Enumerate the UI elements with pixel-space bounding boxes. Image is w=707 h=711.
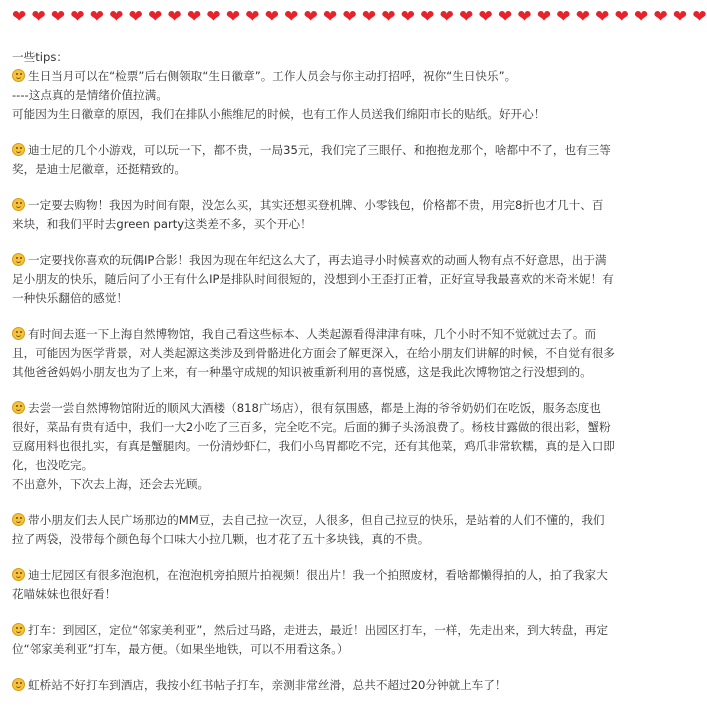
heart-icon: ❤ [653, 7, 668, 27]
tip-line: 迪士尼园区有很多泡泡机，在泡泡机旁拍照片拍视频！很出片！我一个拍照废材，看啥都懒得拍的人，拍了我家大 [12, 566, 619, 585]
smile-icon [12, 568, 25, 581]
tip-line: 有时间去逛一下上海自然博物馆，我自己看这些标本、人类起源看得津津有味，几个小时不知不觉就过去了。而 [12, 325, 619, 344]
smile-icon [12, 401, 25, 414]
tip-line: 一定要去购物！我因为时间有限，没怎么买，其实还想买登机牌、小零钱包，价格都不贵，用完8折也才几十、百 [12, 196, 619, 215]
tip-line: 其他爸爸妈妈小朋友也为了上来，有一种墨守成规的知识被重新利用的喜悦感，这是我此次博物馆之行没想到的。 [12, 365, 592, 379]
heart-icon: ❤ [459, 7, 474, 27]
heart-icon: ❤ [478, 7, 493, 27]
tip-line: 足小朋友的快乐，随后问了小王有什么IP是排队时间很短的，没想到小王歪打正着，正好宣导我最喜欢的米奇米妮！有 [12, 272, 614, 286]
smile-icon [12, 513, 25, 526]
intro-block [12, 48, 619, 124]
heart-icon: ❤ [323, 7, 338, 27]
tip-line: 豆腐用料也很扎实，有真是蟹腿肉。一份清炒虾仁，我们小鸟胃都吃不完，还有其他菜，鸡爪非常软糯，真的是入口即 [12, 439, 615, 453]
tip-paragraph [12, 196, 619, 234]
heart-icon: ❤ [342, 7, 357, 27]
tip-line: 奖，是迪士尼徽章，还挺精致的。 [12, 162, 186, 176]
tip-line: 拉了两袋，没带每个颜色每个口味大小拉几颗，也才花了五十多块钱，真的不贵。 [12, 532, 430, 546]
heart-icon: ❤ [70, 7, 85, 27]
heart-divider [12, 6, 707, 28]
tips-list [12, 141, 619, 695]
tip-paragraph [12, 621, 619, 659]
heart-icon: ❤ [439, 7, 454, 27]
heart-icon: ❤ [148, 7, 163, 27]
heart-icon: ❤ [672, 7, 688, 27]
heart-icon: ❤ [634, 7, 649, 27]
tip-line: 虹桥站不好打车到酒店，我按小红书帖子打车，亲测非常丝滑，总共不超过20分钟就上车了！ [12, 676, 619, 695]
smile-icon [12, 678, 25, 691]
heart-icon: ❤ [50, 7, 66, 27]
heart-icon: ❤ [614, 7, 629, 27]
tip-line: 化，也没吃完。 [12, 458, 94, 472]
intro-line-1: 生日当月可以在“检票”后右侧领取“生日徽章”。工作人员会与你主动打招呼，祝你“生日快乐”。 [12, 67, 619, 86]
heart-icon: ❤ [692, 7, 707, 27]
heart-icon: ❤ [381, 7, 396, 27]
heart-icon: ❤ [206, 7, 221, 27]
heart-icon: ❤ [225, 7, 241, 27]
smile-icon [12, 198, 25, 211]
tip-paragraph [12, 251, 619, 308]
tip-paragraph [12, 325, 619, 382]
heart-icon: ❤ [420, 7, 435, 27]
heart-icon: ❤ [284, 7, 299, 27]
tip-paragraph [12, 399, 619, 494]
heart-icon: ❤ [89, 7, 104, 27]
heart-icon: ❤ [556, 7, 571, 27]
tip-line: 很好，菜品有贵有适中，我们一大2小吃了三百多，完全吃不完。后面的狮子头汤浪费了。杨枝甘露做的很出彩，蟹粉 [12, 420, 611, 434]
heart-icon: ❤ [186, 7, 202, 27]
heart-icon: ❤ [264, 7, 279, 27]
tip-line: 一定要找你喜欢的玩偶IP合影！我因为现在年纪这么大了，再去追寻小时候喜欢的动画人物有点不好意思，出于满 [12, 251, 619, 270]
heart-icon: ❤ [400, 7, 415, 27]
heart-icon: ❤ [31, 7, 46, 27]
intro-line-2: ----这点真的是情绪价值拉满。 [12, 88, 168, 102]
heart-icon: ❤ [497, 7, 513, 27]
heart-icon: ❤ [361, 7, 377, 27]
heart-icon: ❤ [536, 7, 552, 27]
tip-line: 打车：到园区，定位“邻家美利亚”，然后过马路，走进去，最近！出园区打车，一样，先走出来，到大转盘，再定 [12, 621, 619, 640]
tip-line: 花喵妹妹也很好看！ [12, 587, 117, 601]
heart-icon: ❤ [303, 7, 318, 27]
smile-icon [12, 327, 25, 340]
heart-icon: ❤ [595, 7, 610, 27]
tip-line: 位“邻家美利亚”打车，最方便。（如果坐地铁，可以不用看这条。） [12, 642, 349, 656]
intro-line-3: 可能因为生日徽章的原因，我们在排队小熊维尼的时候，也有工作人员送我们绵阳市长的贴纸。好开心！ [12, 107, 546, 121]
heart-icon: ❤ [109, 7, 124, 27]
heart-icon: ❤ [517, 7, 532, 27]
tip-line: 来块，和我们平时去green party这类差不多，买个开心！ [12, 217, 312, 231]
tip-line: 不出意外，下次去上海，还会去光顾。 [12, 477, 210, 491]
heart-icon: ❤ [245, 7, 260, 27]
heart-icon: ❤ [128, 7, 143, 27]
tip-line: 带小朋友们去人民广场那边的MM豆，去自己拉一次豆，人很多，但自己拉豆的快乐，是站着的人们不懂的，我们 [12, 511, 619, 530]
tip-line: 迪士尼的几个小游戏，可以玩一下，都不贵，一局35元，我们完了三眼仔、和抱抱龙那个，啥都中不了，也有三等 [12, 141, 619, 160]
smile-icon [12, 623, 25, 636]
heart-icon: ❤ [167, 7, 182, 27]
heart-icon: ❤ [575, 7, 590, 27]
smile-icon [12, 143, 25, 156]
tip-line: 且，可能因为医学背景，对人类起源这类涉及到骨骼进化方面会了解更深入，在给小朋友们讲解的时候，不自觉有很多 [12, 346, 615, 360]
tip-paragraph [12, 676, 619, 695]
tip-paragraph [12, 566, 619, 604]
smile-icon [12, 253, 25, 266]
tip-paragraph [12, 511, 619, 549]
smile-icon [12, 69, 25, 82]
tip-paragraph [12, 141, 619, 179]
heart-icon: ❤ [12, 7, 27, 27]
tips-heading: 一些tips： [12, 50, 68, 64]
tip-line: 去尝一尝自然博物馆附近的顺风大酒楼（818广场店），很有氛围感，都是上海的爷爷奶奶们在吃饭，服务态度也 [12, 399, 619, 418]
tip-line: 一种快乐翻倍的感觉！ [12, 291, 128, 305]
